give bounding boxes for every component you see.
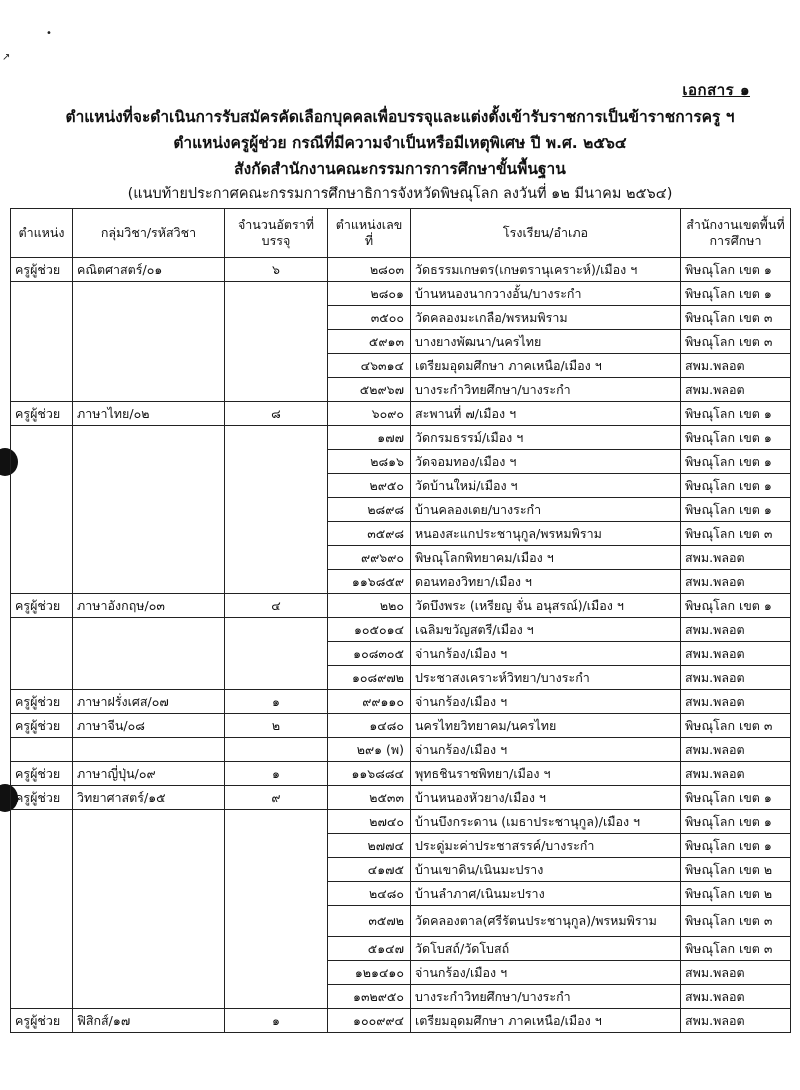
cell-office: สพม.พลอต (681, 570, 791, 594)
cell-post-no: ๖๐๙๐ (328, 402, 411, 426)
cell-quota (225, 570, 328, 594)
cell-post-no: ๒๒๐ (328, 594, 411, 618)
table-body (11, 258, 791, 1033)
cell-school: จ่านกร้อง/เมือง ฯ (411, 961, 681, 985)
cell-quota (225, 810, 328, 834)
cell-quota (225, 306, 328, 330)
cell-school: จ่านกร้อง/เมือง ฯ (411, 738, 681, 762)
cell-subject (73, 306, 225, 330)
cell-quota: ๒ (225, 714, 328, 738)
cell-school: ประชาสงเคราะห์วิทยา/บางระกำ (411, 666, 681, 690)
cell-post-no: ๒๙๕๐ (328, 474, 411, 498)
cell-office: พิษณุโลก เขต ๒ (681, 882, 791, 906)
cell-office: สพม.พลอต (681, 666, 791, 690)
cell-school: วัดบึงพระ (เหรียญ จั่น อนุสรณ์)/เมือง ฯ (411, 594, 681, 618)
cell-post-no: ๒๗๔๐ (328, 810, 411, 834)
table-header-row (11, 209, 791, 258)
scan-dot: • (46, 28, 52, 39)
cell-quota (225, 642, 328, 666)
cell-school: วัดบ้านใหม่/เมือง ฯ (411, 474, 681, 498)
cell-post-no: ๒๕๓๓ (328, 786, 411, 810)
table-row (11, 906, 791, 937)
cell-subject (73, 450, 225, 474)
cell-office: สพม.พลอต (681, 354, 791, 378)
cell-position (11, 738, 73, 762)
cell-office: พิษณุโลก เขต ๓ (681, 522, 791, 546)
cell-school: เตรียมอุดมศึกษา ภาคเหนือ/เมือง ฯ (411, 354, 681, 378)
cell-school: ประดู่มะค่าประชาสรรค์/บางระกำ (411, 834, 681, 858)
cell-subject (73, 546, 225, 570)
cell-office: พิษณุโลก เขต ๓ (681, 306, 791, 330)
cell-position: ครูผู้ช่วย (11, 1009, 73, 1033)
cell-subject (73, 426, 225, 450)
cell-quota (225, 498, 328, 522)
table-row (11, 546, 791, 570)
cell-subject (73, 666, 225, 690)
cell-quota (225, 282, 328, 306)
cell-quota (225, 985, 328, 1009)
cell-subject: คณิตศาสตร์/๐๑ (73, 258, 225, 282)
cell-position: ครูผู้ช่วย (11, 786, 73, 810)
cell-office: พิษณุโลก เขต ๑ (681, 834, 791, 858)
cell-office: พิษณุโลก เขต ๑ (681, 810, 791, 834)
cell-office: พิษณุโลก เขต ๑ (681, 450, 791, 474)
table-row (11, 786, 791, 810)
cell-office: สพม.พลอต (681, 690, 791, 714)
cell-subject (73, 498, 225, 522)
table-row (11, 618, 791, 642)
table-row (11, 426, 791, 450)
cell-school: วัดจอมทอง/เมือง ฯ (411, 450, 681, 474)
cell-position (11, 426, 73, 450)
document-number: เอกสาร ๑ (682, 81, 750, 99)
cell-quota: ๑ (225, 690, 328, 714)
cell-position (11, 666, 73, 690)
cell-quota (225, 834, 328, 858)
cell-school: บ้านหนองนากวางอั้น/บางระกำ (411, 282, 681, 306)
cell-post-no: ๑๐๘๙๗๒ (328, 666, 411, 690)
cell-position (11, 882, 73, 906)
cell-subject (73, 858, 225, 882)
cell-post-no: ๑๔๘๐ (328, 714, 411, 738)
cell-position (11, 570, 73, 594)
cell-office: พิษณุโลก เขต ๑ (681, 426, 791, 450)
cell-school: บางระกำวิทยศึกษา/บางระกำ (411, 378, 681, 402)
cell-post-no: ๔๖๓๑๔ (328, 354, 411, 378)
cell-subject: ฟิสิกส์/๑๗ (73, 1009, 225, 1033)
cell-subject (73, 354, 225, 378)
cell-position (11, 937, 73, 961)
cell-quota: ๑ (225, 1009, 328, 1033)
cell-subject (73, 474, 225, 498)
cell-subject (73, 642, 225, 666)
cell-school: พุทธชินราชพิทยา/เมือง ฯ (411, 762, 681, 786)
cell-quota (225, 738, 328, 762)
cell-position: ครูผู้ช่วย (11, 714, 73, 738)
cell-post-no: ๓๕๐๐ (328, 306, 411, 330)
scan-dot: ↗ (2, 52, 11, 63)
cell-position (11, 450, 73, 474)
title-line-3: สังกัดสำนักงานคณะกรรมการการศึกษาขั้นพื้นฐาน (234, 160, 566, 178)
cell-quota: ๑ (225, 762, 328, 786)
cell-school: พิษณุโลกพิทยาคม/เมือง ฯ (411, 546, 681, 570)
cell-post-no: ๑๑๖๘๘๔ (328, 762, 411, 786)
table-row (11, 858, 791, 882)
cell-school: บ้านเขาดิน/เนินมะปราง (411, 858, 681, 882)
cell-office: สพม.พลอต (681, 985, 791, 1009)
cell-position (11, 522, 73, 546)
cell-quota (225, 426, 328, 450)
cell-position (11, 306, 73, 330)
cell-quota (225, 522, 328, 546)
cell-office: พิษณุโลก เขต ๓ (681, 330, 791, 354)
cell-post-no: ๑๗๗ (328, 426, 411, 450)
cell-quota (225, 474, 328, 498)
table-row (11, 498, 791, 522)
cell-subject (73, 522, 225, 546)
table-row (11, 354, 791, 378)
cell-school: จ่านกร้อง/เมือง ฯ (411, 642, 681, 666)
cell-school: บางระกำวิทยศึกษา/บางระกำ (411, 985, 681, 1009)
cell-post-no: ๙๙๖๙๐ (328, 546, 411, 570)
cell-position (11, 618, 73, 642)
cell-office: สพม.พลอต (681, 1009, 791, 1033)
cell-school: วัดกรมธรรม์/เมือง ฯ (411, 426, 681, 450)
cell-office: พิษณุโลก เขต ๑ (681, 258, 791, 282)
table-row (11, 450, 791, 474)
header-office: สำนักงานเขตพื้นที่การศึกษา (681, 209, 791, 258)
cell-office: พิษณุโลก เขต ๑ (681, 282, 791, 306)
cell-position: ครูผู้ช่วย (11, 762, 73, 786)
cell-subject (73, 378, 225, 402)
cell-school: สะพานที่ ๗/เมือง ฯ (411, 402, 681, 426)
cell-office: สพม.พลอต (681, 642, 791, 666)
positions-table (10, 208, 791, 1033)
cell-post-no: ๒๔๘๐ (328, 882, 411, 906)
cell-post-no: ๑๐๕๐๑๔ (328, 618, 411, 642)
cell-quota: ๖ (225, 258, 328, 282)
cell-post-no: ๕๙๑๓ (328, 330, 411, 354)
cell-school: นครไทยวิทยาคม/นครไทย (411, 714, 681, 738)
cell-subject (73, 906, 225, 937)
cell-office: พิษณุโลก เขต ๓ (681, 937, 791, 961)
table-row (11, 306, 791, 330)
cell-post-no: ๑๐๐๙๙๔ (328, 1009, 411, 1033)
cell-subject (73, 330, 225, 354)
cell-position (11, 378, 73, 402)
table-row (11, 570, 791, 594)
cell-school: บ้านคลองเตย/บางระกำ (411, 498, 681, 522)
table-row (11, 594, 791, 618)
cell-position (11, 834, 73, 858)
cell-office: พิษณุโลก เขต ๑ (681, 594, 791, 618)
cell-position: ครูผู้ช่วย (11, 594, 73, 618)
cell-position (11, 961, 73, 985)
cell-post-no: ๑๒๑๔๑๐ (328, 961, 411, 985)
cell-office: พิษณุโลก เขต ๑ (681, 474, 791, 498)
cell-post-no: ๒๘๐๑ (328, 282, 411, 306)
cell-position: ครูผู้ช่วย (11, 402, 73, 426)
cell-office: พิษณุโลก เขต ๒ (681, 858, 791, 882)
cell-position (11, 282, 73, 306)
cell-position (11, 858, 73, 882)
cell-subject (73, 282, 225, 306)
cell-post-no: ๒๙๑ (พ) (328, 738, 411, 762)
cell-position (11, 330, 73, 354)
table-row (11, 882, 791, 906)
cell-subject (73, 810, 225, 834)
header-quota: จำนวนอัตราที่บรรจุ (225, 209, 328, 258)
cell-quota (225, 906, 328, 937)
cell-subject (73, 937, 225, 961)
cell-quota (225, 546, 328, 570)
cell-position (11, 474, 73, 498)
header-post-no: ตำแหน่งเลขที่ (328, 209, 411, 258)
cell-school: วัดคลองมะเกลือ/พรหมพิราม (411, 306, 681, 330)
cell-subject (73, 570, 225, 594)
table-row (11, 937, 791, 961)
cell-quota (225, 961, 328, 985)
cell-post-no: ๙๙๑๑๐ (328, 690, 411, 714)
cell-office: พิษณุโลก เขต ๑ (681, 402, 791, 426)
cell-post-no: ๓๕๙๘ (328, 522, 411, 546)
cell-office: สพม.พลอต (681, 618, 791, 642)
cell-school: บ้านบึงกระดาน (เมธาประชานุกูล)/เมือง ฯ (411, 810, 681, 834)
cell-quota (225, 666, 328, 690)
cell-quota (225, 450, 328, 474)
cell-subject (73, 985, 225, 1009)
cell-school: ดอนทองวิทยา/เมือง ฯ (411, 570, 681, 594)
cell-subject: ภาษาจีน/๐๘ (73, 714, 225, 738)
cell-position (11, 810, 73, 834)
cell-position: ครูผู้ช่วย (11, 690, 73, 714)
cell-position (11, 354, 73, 378)
cell-position (11, 498, 73, 522)
cell-position (11, 642, 73, 666)
header-subject: กลุ่มวิชา/รหัสวิชา (73, 209, 225, 258)
cell-position (11, 906, 73, 937)
table-row (11, 282, 791, 306)
cell-post-no: ๕๒๙๖๗ (328, 378, 411, 402)
table-row (11, 330, 791, 354)
table-row (11, 378, 791, 402)
table-row (11, 642, 791, 666)
cell-post-no: ๑๓๒๙๕๐ (328, 985, 411, 1009)
cell-office: สพม.พลอต (681, 546, 791, 570)
title-line-2: ตำแหน่งครูผู้ช่วย กรณีที่มีความจำเป็นหรือมีเหตุพิเศษ ปี พ.ศ. ๒๕๖๔ (173, 134, 627, 152)
cell-school: เฉลิมขวัญสตรี/เมือง ฯ (411, 618, 681, 642)
cell-post-no: ๑๑๖๘๕๙ (328, 570, 411, 594)
cell-subject (73, 834, 225, 858)
cell-quota (225, 858, 328, 882)
header-school: โรงเรียน/อำเภอ (411, 209, 681, 258)
cell-post-no: ๑๐๘๓๐๕ (328, 642, 411, 666)
cell-office: พิษณุโลก เขต ๓ (681, 906, 791, 937)
cell-subject (73, 961, 225, 985)
cell-school: จ่านกร้อง/เมือง ฯ (411, 690, 681, 714)
cell-office: พิษณุโลก เขต ๓ (681, 714, 791, 738)
table-row (11, 474, 791, 498)
table-row (11, 714, 791, 738)
table-row (11, 402, 791, 426)
cell-quota (225, 937, 328, 961)
table-row (11, 961, 791, 985)
cell-subject (73, 882, 225, 906)
cell-post-no: ๔๑๗๕ (328, 858, 411, 882)
header-position: ตำแหน่ง (11, 209, 73, 258)
title-line-4: (แนบท้ายประกาศคณะกรรมการศึกษาธิการจังหวัดพิษณุโลก ลงวันที่ ๑๒ มีนาคม ๒๕๖๔) (127, 186, 673, 202)
cell-post-no: ๒๘๙๘ (328, 498, 411, 522)
cell-post-no: ๓๕๗๒ (328, 906, 411, 937)
cell-position (11, 985, 73, 1009)
table-row (11, 810, 791, 834)
cell-office: สพม.พลอต (681, 378, 791, 402)
cell-post-no: ๒๘๑๖ (328, 450, 411, 474)
cell-post-no: ๒๗๗๔ (328, 834, 411, 858)
cell-quota: ๔ (225, 594, 328, 618)
cell-office: สพม.พลอต (681, 762, 791, 786)
table-row (11, 1009, 791, 1033)
cell-school: บ้านลำภาศ/เนินมะปราง (411, 882, 681, 906)
cell-school: บ้านหนองหัวยาง/เมือง ฯ (411, 786, 681, 810)
cell-quota (225, 882, 328, 906)
cell-school: วัดธรรมเกษตร(เกษตรานุเคราะห์)/เมือง ฯ (411, 258, 681, 282)
cell-quota (225, 330, 328, 354)
cell-subject: วิทยาศาสตร์/๑๕ (73, 786, 225, 810)
table-row (11, 985, 791, 1009)
cell-office: พิษณุโลก เขต ๑ (681, 786, 791, 810)
cell-position: ครูผู้ช่วย (11, 258, 73, 282)
cell-subject: ภาษาไทย/๐๒ (73, 402, 225, 426)
cell-quota (225, 354, 328, 378)
cell-subject (73, 738, 225, 762)
table-row (11, 738, 791, 762)
cell-quota (225, 618, 328, 642)
cell-quota: ๘ (225, 402, 328, 426)
table-row (11, 834, 791, 858)
cell-subject: ภาษาฝรั่งเศส/๐๗ (73, 690, 225, 714)
table-row (11, 762, 791, 786)
title-line-1: ตำแหน่งที่จะดำเนินการรับสมัครคัดเลือกบุคคลเพื่อบรรจุและแต่งตั้งเข้ารับราชการเป็นข้าราชการครู ฯ (65, 108, 735, 126)
cell-school: เตรียมอุดมศึกษา ภาคเหนือ/เมือง ฯ (411, 1009, 681, 1033)
cell-position (11, 546, 73, 570)
cell-quota (225, 378, 328, 402)
cell-office: สพม.พลอต (681, 738, 791, 762)
cell-subject: ภาษาญี่ปุ่น/๐๙ (73, 762, 225, 786)
table-row (11, 666, 791, 690)
cell-post-no: ๕๑๔๗ (328, 937, 411, 961)
cell-subject (73, 618, 225, 642)
cell-school: หนองสะแกประชานุกูล/พรหมพิราม (411, 522, 681, 546)
table-row (11, 258, 791, 282)
cell-quota: ๙ (225, 786, 328, 810)
table-row (11, 690, 791, 714)
cell-school: บางยางพัฒนา/นครไทย (411, 330, 681, 354)
cell-office: พิษณุโลก เขต ๑ (681, 498, 791, 522)
cell-subject: ภาษาอังกฤษ/๐๓ (73, 594, 225, 618)
cell-post-no: ๒๘๐๓ (328, 258, 411, 282)
table-row (11, 522, 791, 546)
cell-school: วัดคลองตาล(ศรีรัตนประชานุกูล)/พรหมพิราม (411, 906, 681, 937)
cell-school: วัดโบสถ์/วัดโบสถ์ (411, 937, 681, 961)
cell-office: สพม.พลอต (681, 961, 791, 985)
